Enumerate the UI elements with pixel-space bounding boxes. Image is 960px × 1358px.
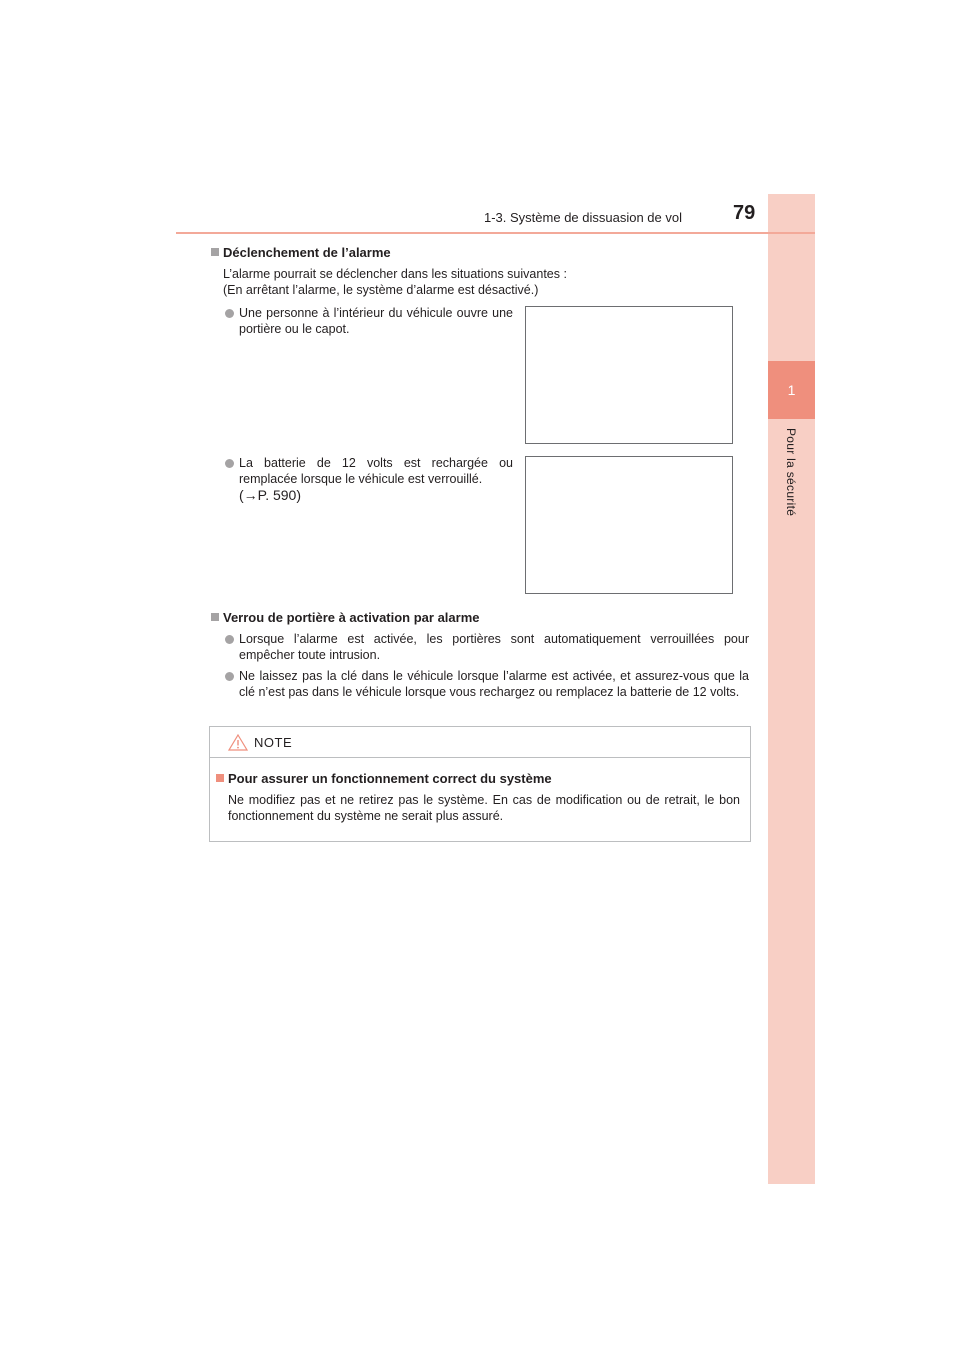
round-bullet-icon (225, 459, 234, 468)
square-bullet-icon (216, 774, 224, 782)
section-title: 1-3. Système de dissuasion de vol (484, 210, 682, 225)
square-bullet-icon (211, 248, 219, 256)
round-bullet-icon (225, 309, 234, 318)
page-number: 79 (733, 202, 756, 224)
illustration-battery (525, 456, 733, 594)
list-item: Lorsque l’alarme est activée, les portières sont automatiquement verrouillées pour empêcher toute intrusion. (225, 631, 749, 663)
note-header (210, 727, 750, 758)
list-item: La batterie de 12 volts est rechargée ou remplacée lorsque le véhicule est verrouillé. (→P. 590) (225, 455, 513, 503)
note-heading: Pour assurer un fonctionnement correct du système (216, 771, 552, 786)
section-heading-alarm-trigger: Déclenchement de l’alarme (211, 245, 391, 260)
chapter-number: 1 (768, 361, 815, 419)
page-reference: (→P. 590) (239, 487, 301, 503)
note-box (209, 726, 751, 842)
section-heading-door-lock: Verrou de portière à activation par alarme (211, 610, 480, 625)
illustration-interior-door (525, 306, 733, 444)
chapter-label (768, 428, 815, 548)
warning-triangle-icon (228, 734, 248, 751)
list-item: Une personne à l’intérieur du véhicule ouvre une portière ou le capot. (225, 305, 513, 337)
intro-line-2: (En arrêtant l’alarme, le système d’alarme est désactivé.) (223, 283, 539, 297)
round-bullet-icon (225, 672, 234, 681)
round-bullet-icon (225, 635, 234, 644)
chapter-label-text: Pour la sécurité (784, 428, 798, 517)
square-bullet-icon (211, 613, 219, 621)
list-item: Ne laissez pas la clé dans le véhicule lorsque l’alarme est activée, et assurez-vous que la clé n’est pas dans le véhicule lorsque vous rechargez ou remplacez la batterie de 12 volts. (225, 668, 749, 700)
intro-text (223, 266, 743, 298)
note-title: NOTE (254, 735, 293, 750)
intro-line-1: L’alarme pourrait se déclencher dans les situations suivantes : (223, 267, 567, 281)
note-text: Ne modifiez pas et ne retirez pas le système. En cas de modification ou de retrait, le bon fonctionnement du système ne serait plus assuré. (228, 793, 740, 823)
chapter-side-tab (768, 194, 815, 1184)
header-rule (176, 232, 815, 234)
